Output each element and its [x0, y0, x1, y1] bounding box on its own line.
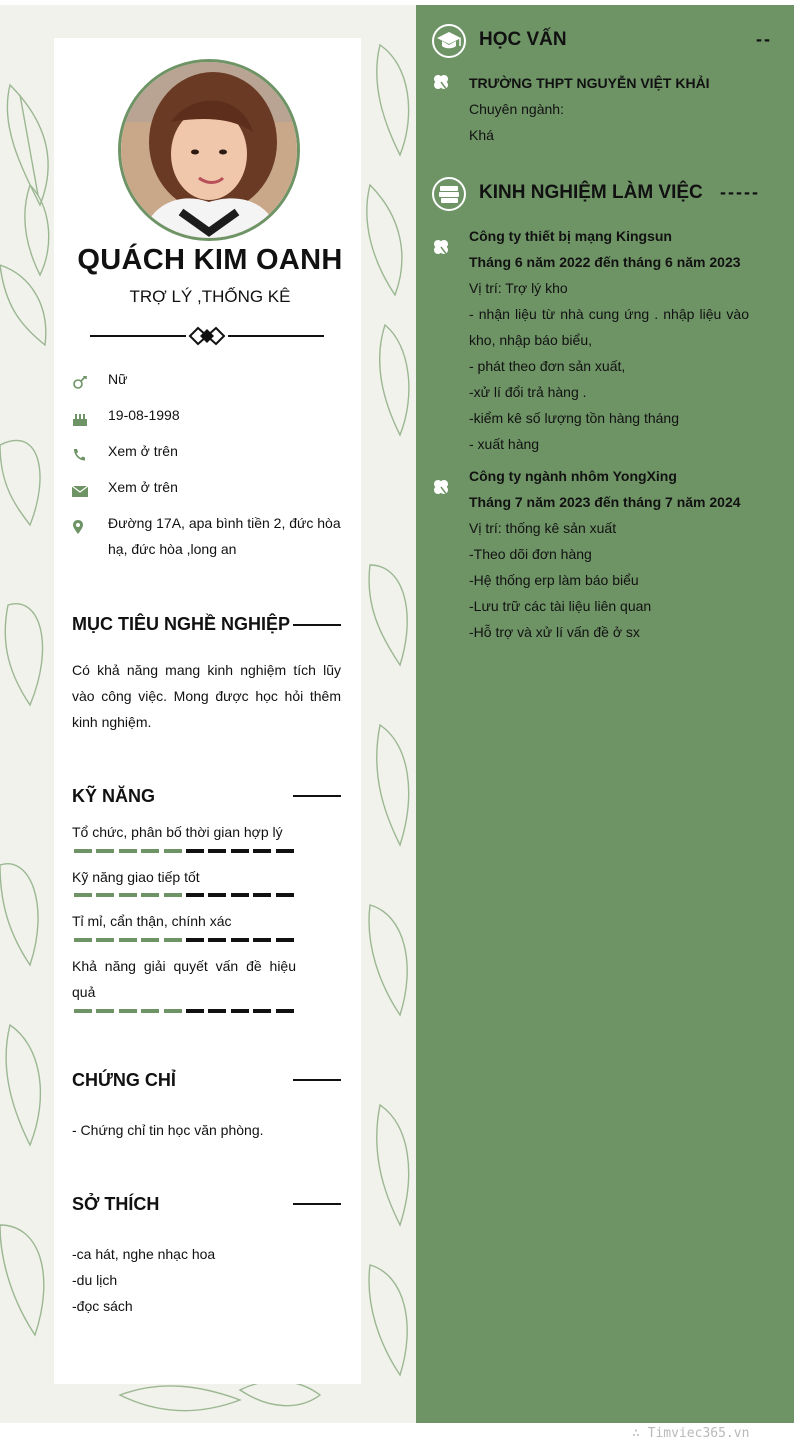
skill-segment: [208, 849, 226, 853]
skill-segment: [253, 1009, 271, 1013]
job-company: Công ty thiết bị mạng Kingsun: [469, 228, 672, 244]
skill-segment: [208, 893, 226, 897]
skill-name: Khả năng giải quyết vấn đề hiệu quả: [72, 958, 296, 1000]
skill-bar: [74, 1009, 296, 1013]
skill-segment: [96, 938, 114, 942]
skill-segment: [141, 938, 159, 942]
email-text: Xem ở trên: [108, 479, 178, 495]
avatar-photo-icon: [121, 62, 297, 238]
skill-segment: [74, 1009, 92, 1013]
skill-segment: [74, 893, 92, 897]
graduation-cap-icon: [432, 24, 466, 58]
avatar: [118, 59, 300, 241]
skill-segment: [119, 938, 137, 942]
skill-segment: [276, 1009, 294, 1013]
phone-text: Xem ở trên: [108, 443, 178, 459]
job-line: -Hệ thống erp làm báo biểu: [469, 572, 639, 588]
skill-segment: [253, 938, 271, 942]
skill-segment: [231, 1009, 249, 1013]
job-period: Tháng 7 năm 2023 đến tháng 7 năm 2024: [469, 494, 741, 510]
skill-segment: [186, 938, 204, 942]
education-heading: HỌC VẤN: [479, 29, 567, 50]
skill-segment: [253, 893, 271, 897]
skill-segment: [74, 938, 92, 942]
skill-segment: [164, 849, 182, 853]
skill-segment: [164, 938, 182, 942]
objective-rule: [293, 624, 341, 626]
books-icon: [432, 177, 466, 211]
skill-name: Tỉ mỉ, cẩn thận, chính xác: [72, 913, 232, 929]
experience-dash: -----: [720, 182, 760, 202]
skill-segment: [141, 849, 159, 853]
job-line: -xử lí đổi trả hàng .: [469, 384, 587, 400]
birthday-cake-icon: [72, 408, 88, 422]
experience-heading: KINH NGHIỆM LÀM VIỆC: [479, 182, 703, 203]
job-line: -Lưu trữ các tài liệu liên quan: [469, 598, 652, 614]
certificates-heading: CHỨNG CHỈ: [72, 1070, 176, 1090]
skill-segment: [164, 893, 182, 897]
job-line: - phát theo đơn sản xuất,: [469, 358, 626, 374]
objective-heading: MỤC TIÊU NGHỀ NGHIỆP: [72, 614, 291, 634]
skill-segment: [208, 938, 226, 942]
skill-segment: [96, 1009, 114, 1013]
job-period: Tháng 6 năm 2022 đến tháng 6 năm 2023: [469, 254, 741, 270]
major-text: Chuyên ngành:: [469, 101, 564, 117]
skill-bar: [74, 938, 296, 942]
hobby-item: -đọc sách: [72, 1298, 133, 1314]
job-company: Công ty ngành nhôm YongXing: [469, 468, 677, 484]
job-line: -kiểm kê số lượng tồn hàng tháng: [469, 410, 680, 426]
profile-title: TRỢ LÝ ,THỐNG KÊ: [129, 287, 291, 306]
experience-header: [432, 177, 782, 213]
grade-text: Khá: [469, 127, 494, 143]
right-column: [416, 5, 794, 1423]
hobbies-heading: SỞ THÍCH: [72, 1194, 160, 1214]
skill-bar: [74, 849, 296, 853]
skills-rule: [293, 795, 341, 797]
skill-segment: [119, 1009, 137, 1013]
certificates-text: - Chứng chỉ tin học văn phòng.: [72, 1122, 264, 1138]
skill-segment: [231, 938, 249, 942]
skill-segment: [141, 1009, 159, 1013]
ornament-divider: [90, 326, 324, 346]
job-line: -Theo dõi đơn hàng: [469, 546, 592, 562]
skill-segment: [186, 1009, 204, 1013]
clover-bullet-icon: [432, 73, 450, 91]
school-name: TRƯỜNG THPT NGUYỄN VIỆT KHẢI: [469, 75, 710, 91]
skill-segment: [96, 893, 114, 897]
skill-segment: [231, 849, 249, 853]
skill-segment: [96, 849, 114, 853]
job-line: - nhận liệu từ nhà cung ứng . nhập liệu vào kho, nhập báo biểu,: [469, 306, 749, 348]
objective-text: Có khả năng mang kinh nghiệm tích lũy vào công việc. Mong được học hỏi thêm kinh nghiệm.: [72, 662, 341, 730]
clover-bullet-icon: [432, 238, 450, 256]
birthday-text: 19-08-1998: [108, 407, 180, 423]
job-line: Vị trí: thống kê sản xuất: [469, 520, 617, 536]
education-header: [432, 24, 782, 60]
skill-segment: [276, 938, 294, 942]
job-entry: [469, 463, 749, 645]
watermark: ∴ Timviec365.vn: [632, 1426, 750, 1441]
skill-name: Kỹ năng giao tiếp tốt: [72, 869, 200, 885]
skill-segment: [141, 893, 159, 897]
envelope-icon: [72, 480, 88, 494]
skill-segment: [119, 849, 137, 853]
skill-segment: [253, 849, 271, 853]
skill-segment: [276, 849, 294, 853]
profile-name: QUÁCH KIM OANH: [77, 244, 343, 276]
skill-segment: [74, 849, 92, 853]
clover-bullet-icon: [432, 478, 450, 496]
skill-segment: [186, 893, 204, 897]
skill-segment: [276, 893, 294, 897]
skill-segment: [164, 1009, 182, 1013]
hobbies-rule: [293, 1203, 341, 1205]
gender-icon: [72, 372, 88, 386]
skill-segment: [231, 893, 249, 897]
skill-bar: [74, 893, 296, 897]
hobby-item: -ca hát, nghe nhạc hoa: [72, 1246, 216, 1262]
skills-heading: KỸ NĂNG: [72, 786, 156, 806]
education-dash: --: [756, 29, 772, 49]
job-line: - xuất hàng: [469, 436, 540, 452]
certificates-rule: [293, 1079, 341, 1081]
skill-segment: [186, 849, 204, 853]
skill-segment: [119, 893, 137, 897]
address-text: Đường 17A, apa bình tiền 2, đức hòa hạ, đức hòa ,long an: [108, 515, 341, 557]
skill-segment: [208, 1009, 226, 1013]
map-marker-icon: [72, 516, 88, 530]
job-line: Vị trí: Trợ lý kho: [469, 280, 568, 296]
hobby-item: -du lịch: [72, 1272, 118, 1288]
phone-icon: [72, 444, 88, 458]
education-block: [469, 70, 749, 148]
job-line: -Hỗ trợ và xử lí vấn đề ở sx: [469, 624, 640, 640]
skill-name: Tổ chức, phân bố thời gian hợp lý: [72, 824, 283, 840]
job-entry: [469, 223, 749, 457]
gender-text: Nữ: [108, 371, 128, 387]
